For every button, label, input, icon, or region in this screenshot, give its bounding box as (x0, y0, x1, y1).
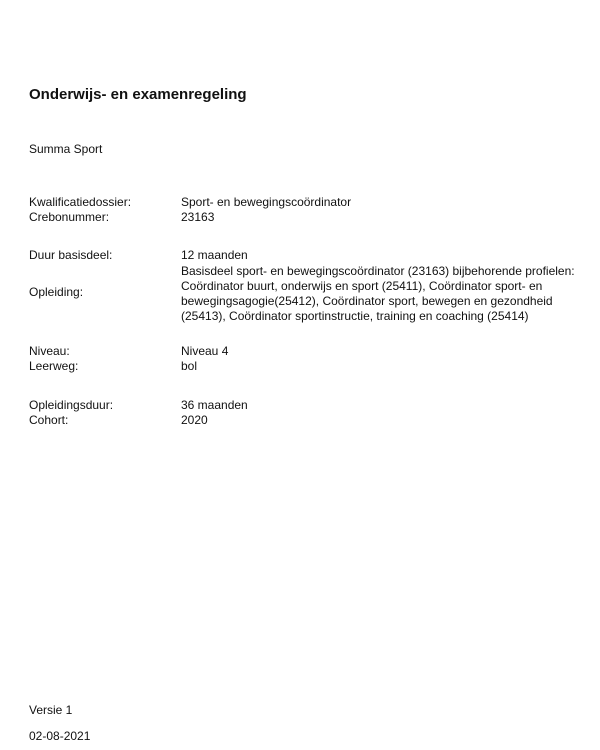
field-label: Crebonummer: (29, 210, 110, 224)
field-label: Opleiding: (29, 285, 84, 299)
field-value: Niveau 4 (181, 344, 229, 358)
field-value: 36 maanden (181, 398, 248, 412)
field-label: Niveau: (29, 344, 70, 358)
field-value: bol (181, 359, 198, 373)
field-value: 2020 (181, 413, 208, 427)
page-title: Onderwijs- en examenregeling (29, 86, 247, 103)
field-value: Sport- en bewegingscoördinator (181, 195, 352, 209)
version-label: Versie 1 (29, 703, 73, 717)
field-label: Opleidingsduur: (29, 398, 114, 412)
field-value: 23163 (181, 210, 215, 224)
field-label: Cohort: (29, 413, 69, 427)
field-value: 12 maanden (181, 248, 248, 262)
organization-name: Summa Sport (29, 142, 103, 156)
field-label: Kwalificatiedossier: (29, 195, 132, 209)
document-date: 02-08-2021 (29, 729, 91, 743)
field-label: Duur basisdeel: (29, 248, 113, 262)
field-label: Leerweg: (29, 359, 79, 373)
field-value: Basisdeel sport- en bewegingscoördinator (23163) bijbehorende profielen: Coördinator buurt, onderwijs en sport (25411), Coördinator sport- en bewegingsagogie(25412), Coördinator sport, bewegen en gezondheid (25413), Coördinator sportinstructie, training en coaching (25414) (181, 264, 575, 323)
